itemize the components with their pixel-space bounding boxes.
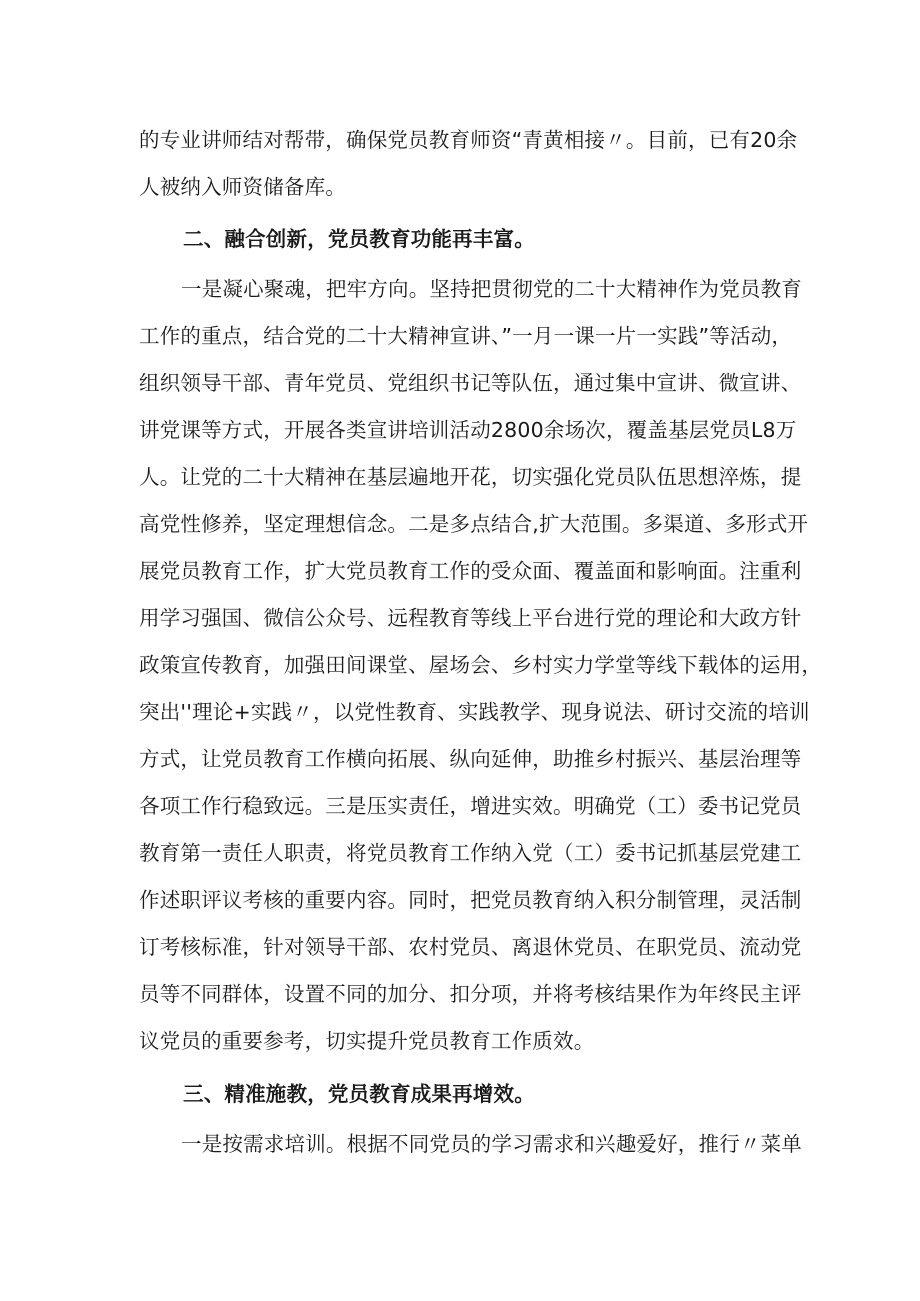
section-heading: 二、融合创新，党员教育功能再丰富。 <box>183 227 535 251</box>
body-text-line: 教育第一责任人职责，将党员教育工作纳入党（工）委书记抓基层党建工 <box>139 841 802 865</box>
body-text-line: 政策宣传教育，加强田间课堂、屋场会、乡村实力学堂等线下载体的运用， <box>139 653 823 677</box>
body-text-line: 人。让党的二十大精神在基层遍地开花，切实强化党员队伍思想淬炼，提 <box>139 465 802 489</box>
body-text-line: 高党性修养，坚定理想信念。二是多点结合,扩大范围。多渠道、多形式开 <box>139 512 809 536</box>
paragraph-first-line: 一是凝心聚魂，把牢方向。坚持把贯彻党的二十大精神作为党员教育 <box>181 277 802 301</box>
body-text-line: 突出''理论+实践〃，以党性教育、实践教学、现身说法、研讨交流的培训 <box>139 700 810 724</box>
body-text-line: 作述职评议考核的重要内容。同时，把党员教育纳入积分制管理，灵活制 <box>139 888 802 912</box>
body-text-line: 工作的重点，结合党的二十大精神宣讲、”一月一课一片一实践”等活动， <box>139 324 793 348</box>
section-heading: 三、精准施教，党员教育成果再增效。 <box>183 1082 535 1106</box>
body-text-line: 订考核标准，针对领导干部、农村党员、离退休党员、在职党员、流动党 <box>139 935 802 959</box>
body-text-line: 讲党课等方式，开展各类宣讲培训活动2800余场次，覆盖基层党员L8万 <box>139 418 797 442</box>
body-text-line: 员等不同群体，设置不同的加分、扣分项，并将考核结果作为年终民主评 <box>139 982 802 1006</box>
body-text-line: 用学习强国、微信公众号、远程教育等线上平台进行党的理论和大政方针 <box>139 606 802 630</box>
body-text-line: 各项工作行稳致远。三是压实责任，增进实效。明确党（工）委书记党员 <box>139 794 802 818</box>
body-text-line: 人被纳入师资储备库。 <box>139 175 346 199</box>
body-text-line: 议党员的重要参考，切实提升党员教育工作质效。 <box>139 1029 595 1053</box>
body-text-line: 方式，让党员教育工作横向拓展、纵向延伸，助推乡村振兴、基层治理等 <box>139 747 802 771</box>
body-text-line: 的专业讲师结对帮带，确保党员教育师资“青黄相接〃。目前，已有20余 <box>139 128 798 152</box>
body-text-line: 展党员教育工作，扩大党员教育工作的受众面、覆盖面和影响面。注重利 <box>139 559 802 583</box>
paragraph-first-line: 一是按需求培训。根据不同党员的学习需求和兴趣爱好，推行〃菜单 <box>181 1132 802 1156</box>
body-text-line: 组织领导干部、青年党员、党组织书记等队伍，通过集中宣讲、微宣讲、 <box>139 371 802 395</box>
